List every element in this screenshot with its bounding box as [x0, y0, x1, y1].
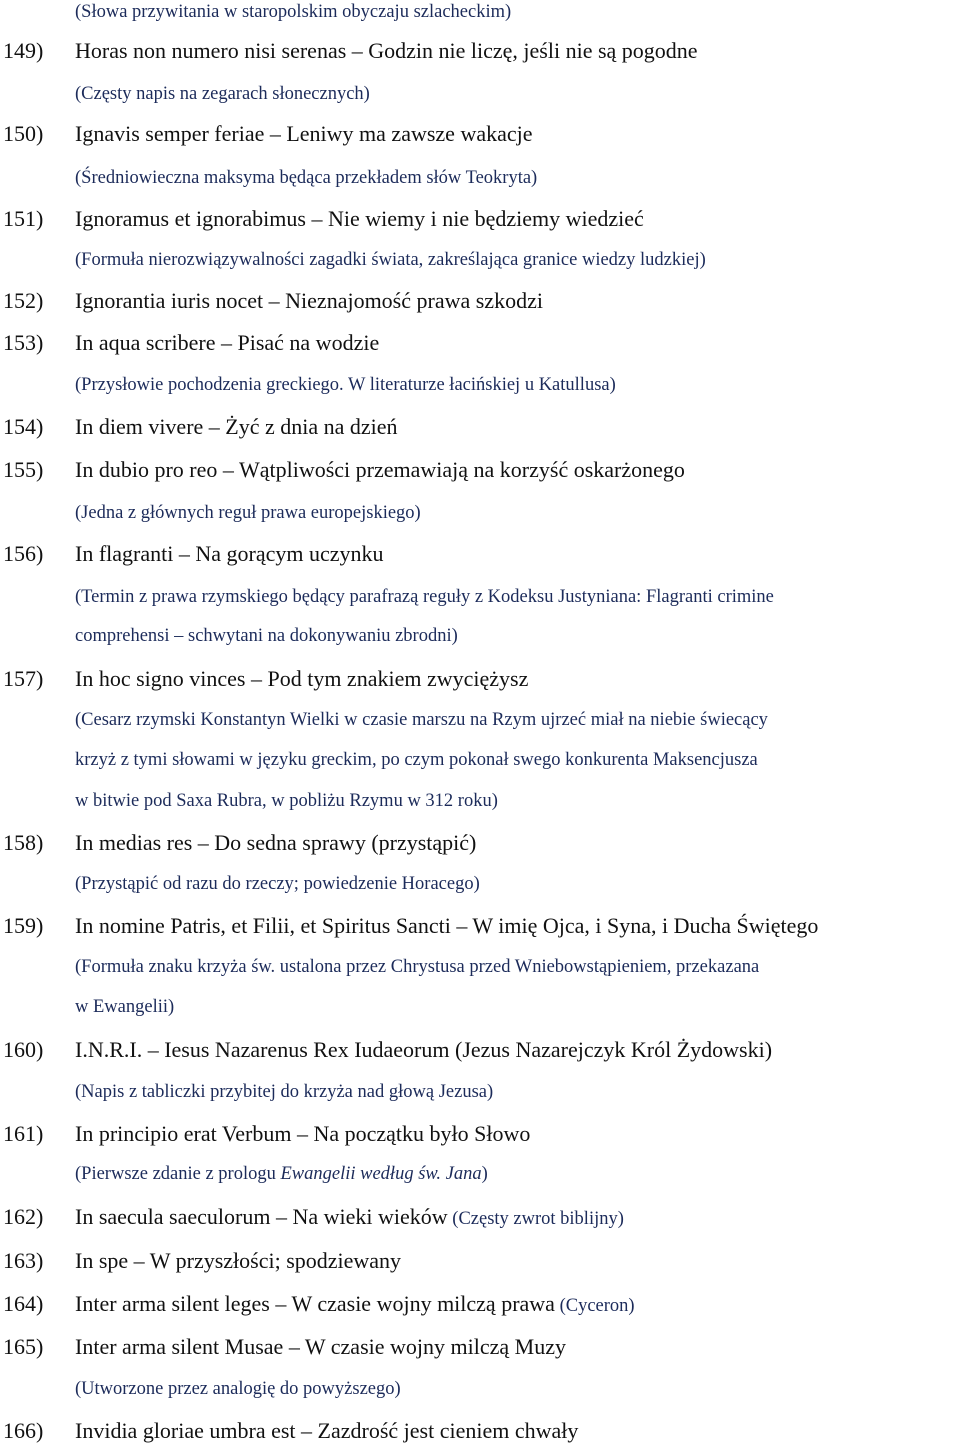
- entry-text: Ignorantia iuris nocet – Nieznajomość prawa szkodzi: [75, 288, 543, 313]
- entry-number: 154): [3, 414, 44, 439]
- entry-number: 155): [3, 457, 44, 482]
- commentary-text-italic: Ewangelii według św. Jana: [280, 1164, 482, 1184]
- entry-number: 166): [3, 1418, 44, 1443]
- entry-text: In principio erat Verbum – Na początku było Słowo: [75, 1121, 531, 1146]
- commentary-text: (Termin z prawa rzymskiego będący parafrazą reguły z Kodeksu Justyniana: Flagranti crimine: [75, 587, 774, 607]
- entry-text: In dubio pro reo – Wątpliwości przemawiają na korzyść oskarżonego: [75, 457, 685, 482]
- commentary-text: comprehensi – schwytani na dokonywaniu zbrodni): [75, 626, 458, 646]
- commentary-text: [75, 1162, 488, 1186]
- commentary-text: krzyż z tymi słowami w języku greckim, po czym pokonał swego konkurenta Maksencjusza: [75, 750, 758, 770]
- commentary-text: (Częsty napis na zegarach słonecznych): [75, 84, 370, 104]
- entry-text: Invidia gloriae umbra est – Zazdrość jest cieniem chwały: [75, 1418, 579, 1443]
- entry-number: 150): [3, 121, 44, 146]
- entry-text: In flagranti – Na gorącym uczynku: [75, 541, 384, 566]
- entry-text: In saecula saeculorum – Na wieki wieków: [75, 1204, 448, 1229]
- entry-number: 159): [3, 913, 44, 938]
- commentary-text: (Cesarz rzymski Konstantyn Wielki w czasie marszu na Rzym ujrzeć miał na niebie świecący: [75, 710, 768, 730]
- entry-number: 153): [3, 330, 44, 355]
- entry-text: In nomine Patris, et Filii, et Spiritus Sancti – W imię Ojca, i Syna, i Ducha Świętego: [75, 913, 819, 938]
- commentary-text: (Słowa przywitania w staropolskim obyczaju szlacheckim): [75, 2, 512, 22]
- entry-text: Inter arma silent leges – W czasie wojny milczą prawa: [75, 1291, 555, 1316]
- commentary-text: (Średniowieczna maksyma będąca przekładem słów Teokryta): [75, 168, 538, 188]
- entry-text: Horas non numero nisi serenas – Godzin nie liczę, jeśli nie są pogodne: [75, 38, 698, 63]
- entry-number: 149): [3, 38, 44, 63]
- entry-text: In medias res – Do sedna sprawy (przystąpić): [75, 830, 477, 855]
- entry-text: I.N.R.I. – Iesus Nazarenus Rex Iudaeorum (Jezus Nazarejczyk Król Żydowski): [75, 1037, 773, 1062]
- entry-number: 158): [3, 830, 44, 855]
- commentary-text: w bitwie pod Saxa Rubra, w pobliżu Rzymu w 312 roku): [75, 791, 498, 811]
- commentary-text: (Utworzone przez analogię do powyższego): [75, 1379, 401, 1399]
- commentary-text: (Formuła nierozwiązywalności zagadki świata, zakreślająca granice wiedzy ludzkiej): [75, 250, 706, 270]
- commentary-text: (Przystąpić od razu do rzeczy; powiedzenie Horacego): [75, 874, 480, 894]
- entry-number: 152): [3, 288, 44, 313]
- entry-text: In diem vivere – Żyć z dnia na dzień: [75, 414, 398, 439]
- entry-number: 156): [3, 541, 44, 566]
- entry-text: In aqua scribere – Pisać na wodzie: [75, 330, 380, 355]
- entry-text: Ignavis semper feriae – Leniwy ma zawsze wakacje: [75, 121, 533, 146]
- entry-text: In spe – W przyszłości; spodziewany: [75, 1248, 402, 1273]
- entry-number: 163): [3, 1248, 44, 1273]
- entry-number: 151): [3, 206, 44, 231]
- commentary-text: (Jedna z głównych reguł prawa europejskiego): [75, 503, 421, 523]
- commentary-text-post: ): [481, 1164, 488, 1184]
- entry-number: 161): [3, 1121, 44, 1146]
- entry-text: In hoc signo vinces – Pod tym znakiem zwyciężysz: [75, 666, 529, 691]
- commentary-text: (Przysłowie pochodzenia greckiego. W literaturze łacińskiej u Katullusa): [75, 375, 616, 395]
- entry-number: 165): [3, 1334, 44, 1359]
- entry-number: 162): [3, 1204, 44, 1229]
- entry-number: 164): [3, 1291, 44, 1316]
- entry-text: Ignoramus et ignorabimus – Nie wiemy i nie będziemy wiedzieć: [75, 206, 644, 231]
- entry-number: 160): [3, 1037, 44, 1062]
- commentary-text-pre: (Pierwsze zdanie z prologu: [75, 1164, 281, 1184]
- inline-commentary: (Częsty zwrot biblijny): [447, 1209, 624, 1229]
- commentary-text: (Napis z tabliczki przybitej do krzyża nad głową Jezusa): [75, 1082, 494, 1102]
- commentary-text: (Formuła znaku krzyża św. ustalona przez Chrystusa przed Wniebowstąpieniem, przekazana: [75, 957, 760, 977]
- entry-text: Inter arma silent Musae – W czasie wojny milczą Muzy: [75, 1334, 566, 1359]
- inline-commentary: (Cyceron): [554, 1296, 635, 1316]
- entry-number: 157): [3, 666, 44, 691]
- commentary-text: w Ewangelii): [75, 997, 175, 1017]
